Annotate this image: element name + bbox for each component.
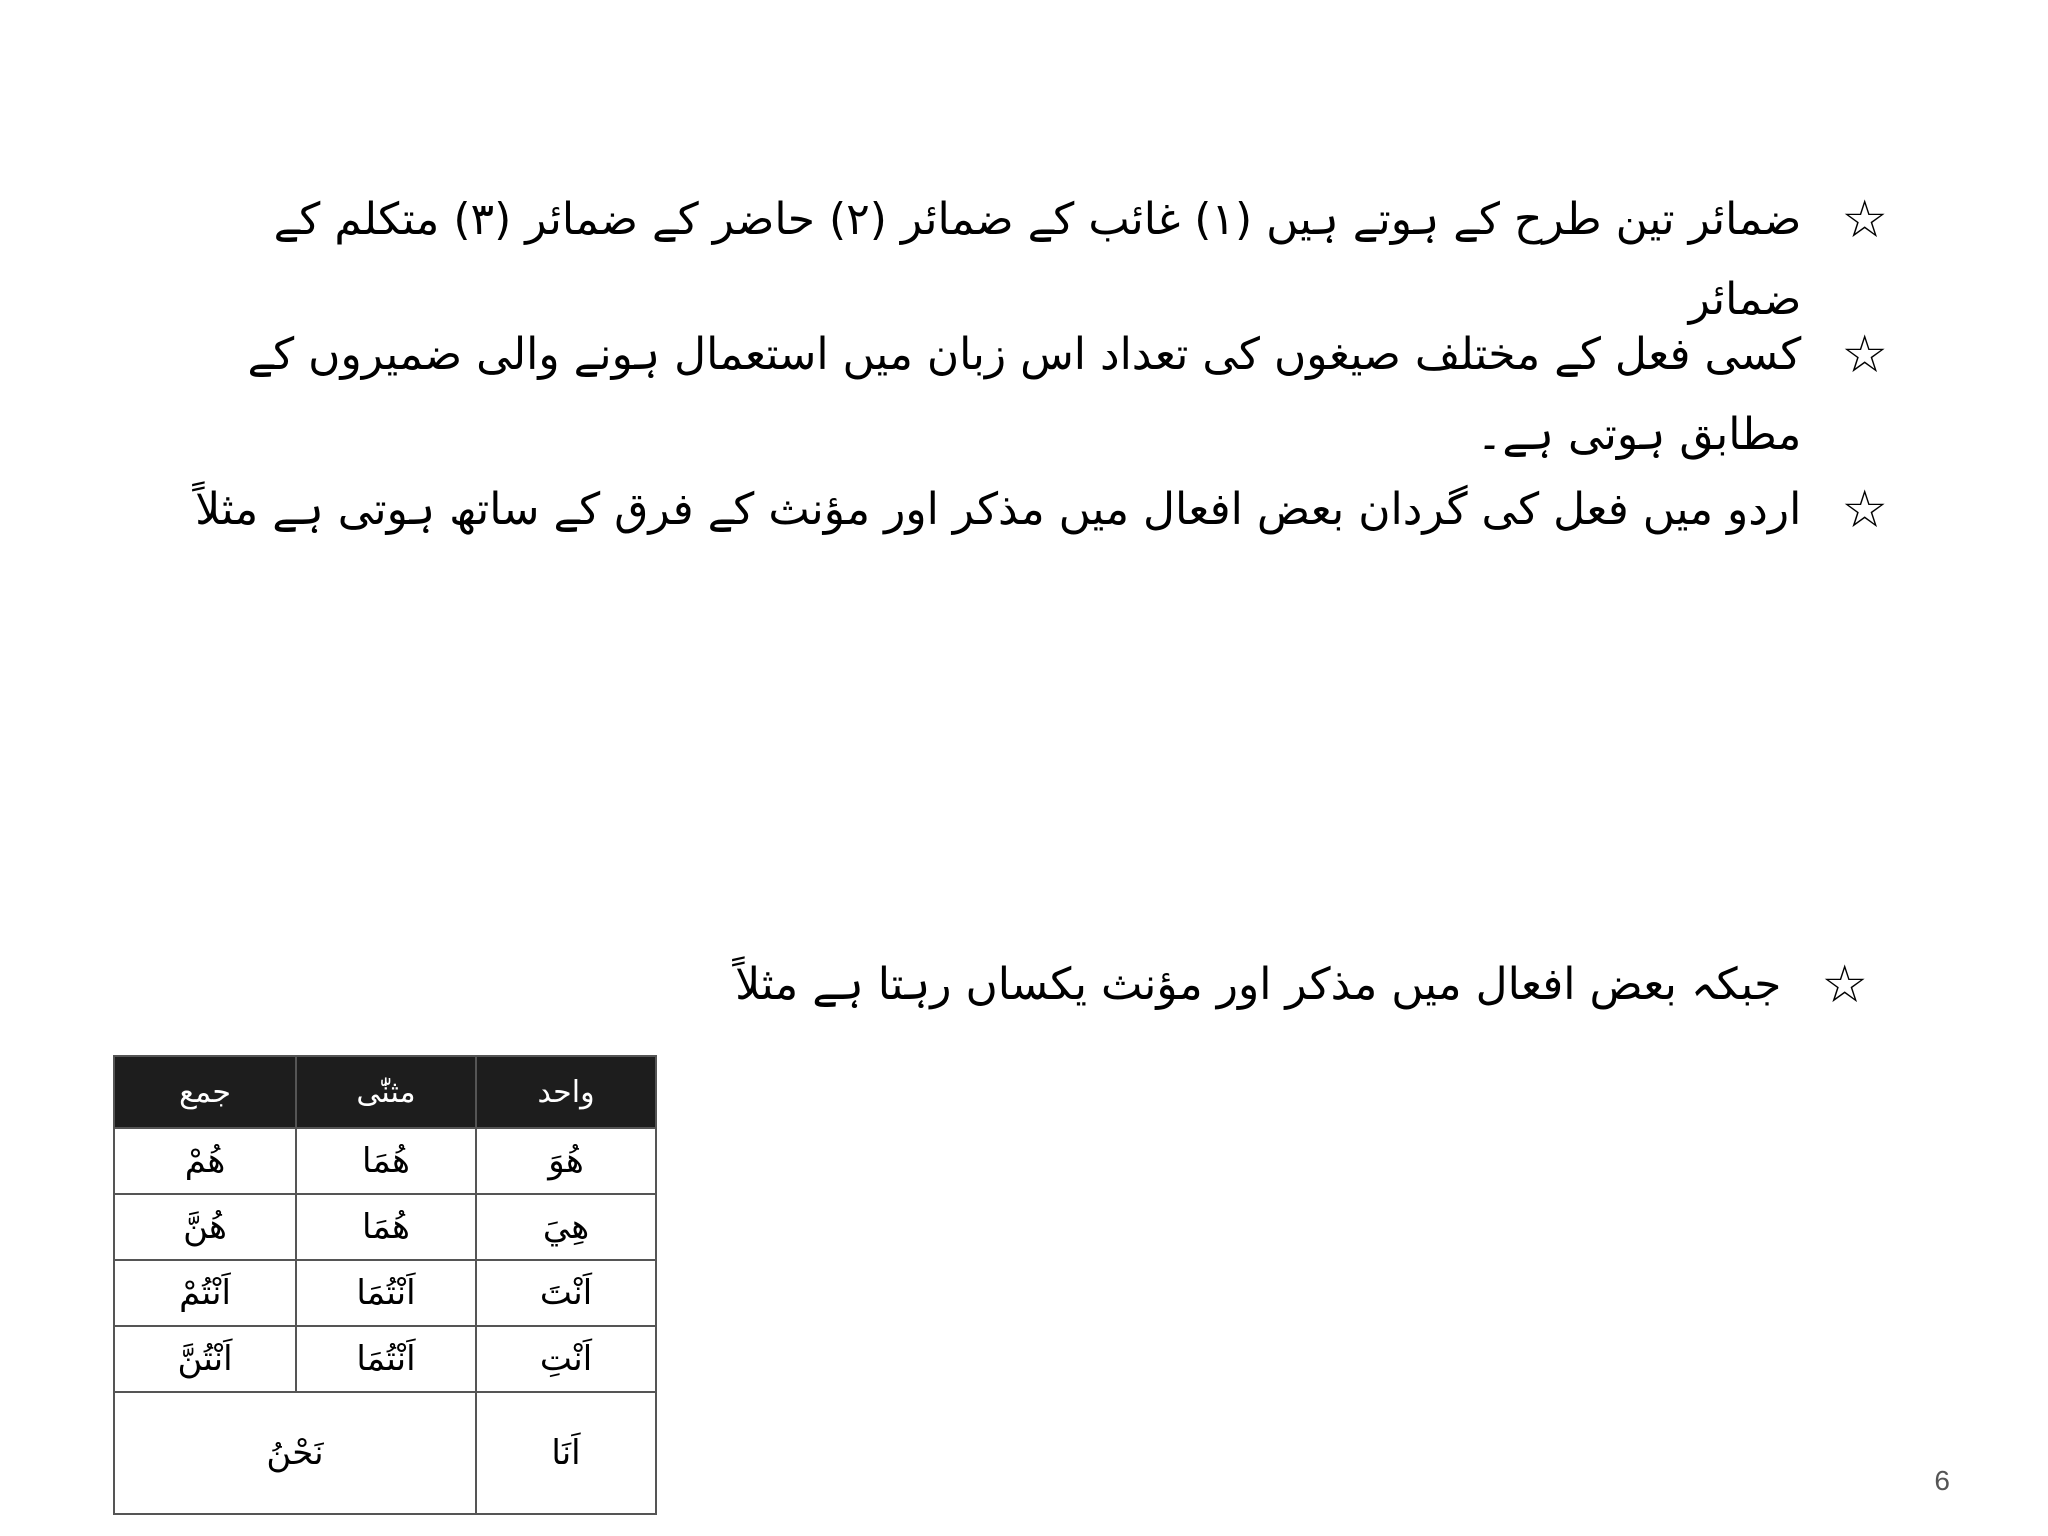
star-icon: ☆ (1841, 190, 1888, 250)
table-row (114, 1392, 656, 1514)
table-cell: اَنْتُمَا (296, 1260, 476, 1326)
table-cell: هُوَ (476, 1128, 656, 1194)
table-row (114, 1128, 656, 1194)
table-cell: هُمَا (296, 1194, 476, 1260)
arabic-pronoun-table (113, 1055, 657, 1515)
table-cell: هُمْ (114, 1128, 296, 1194)
table-cell: اَنْتَ (476, 1260, 656, 1326)
table-cell: هُمَا (296, 1128, 476, 1194)
star-icon: ☆ (1841, 325, 1888, 385)
table-cell: هُنَّ (114, 1194, 296, 1260)
table-cell: اَنْتُنَّ (114, 1326, 296, 1392)
table-row (114, 1326, 656, 1392)
table-cell-merged: نَحْنُ (114, 1392, 476, 1514)
header-dual: مثنّٰی (296, 1056, 476, 1128)
star-icon: ☆ (1841, 480, 1888, 540)
page-number: 6 (1934, 1465, 1950, 1496)
bullet-text: جبکہ بعض افعال میں مذکر اور مؤنث یکساں رہتا ہے مثلاً (735, 959, 1782, 1010)
bullet-text: اردو میں فعل کی گردان بعض افعال میں مذکر اور مؤنث کے فرق کے ساتھ ہوتی ہے مثلاً (195, 484, 1802, 535)
bullet-verb-forms (168, 315, 1888, 475)
bullet-text: کسی فعل کے مختلف صیغوں کی تعداد اس زبان میں استعمال ہونے والی ضمیروں کے مطابق ہوتی ہے۔ (247, 329, 1802, 460)
table-row (114, 1260, 656, 1326)
header-singular: واحد (476, 1056, 656, 1128)
bullet-text: ضمائر تین طرح کے ہوتے ہیں (۱) غائب کے ضمائر (۲) حاضر کے ضمائر (۳) متکلم کے ضمائر (273, 194, 1802, 325)
table-cell: هِيَ (476, 1194, 656, 1260)
bullet-gender-conjugation (168, 470, 1888, 550)
header-plural: جمع (114, 1056, 296, 1128)
table-cell: اَنْتِ (476, 1326, 656, 1392)
table-cell: اَنْتُمَا (296, 1326, 476, 1392)
table-cell: اَنَا (476, 1392, 656, 1514)
table-cell: اَنْتُمْ (114, 1260, 296, 1326)
table-header-row (114, 1056, 656, 1128)
star-icon: ☆ (1821, 955, 1868, 1015)
table-row (114, 1194, 656, 1260)
bullet-same-gender (148, 945, 1868, 1025)
